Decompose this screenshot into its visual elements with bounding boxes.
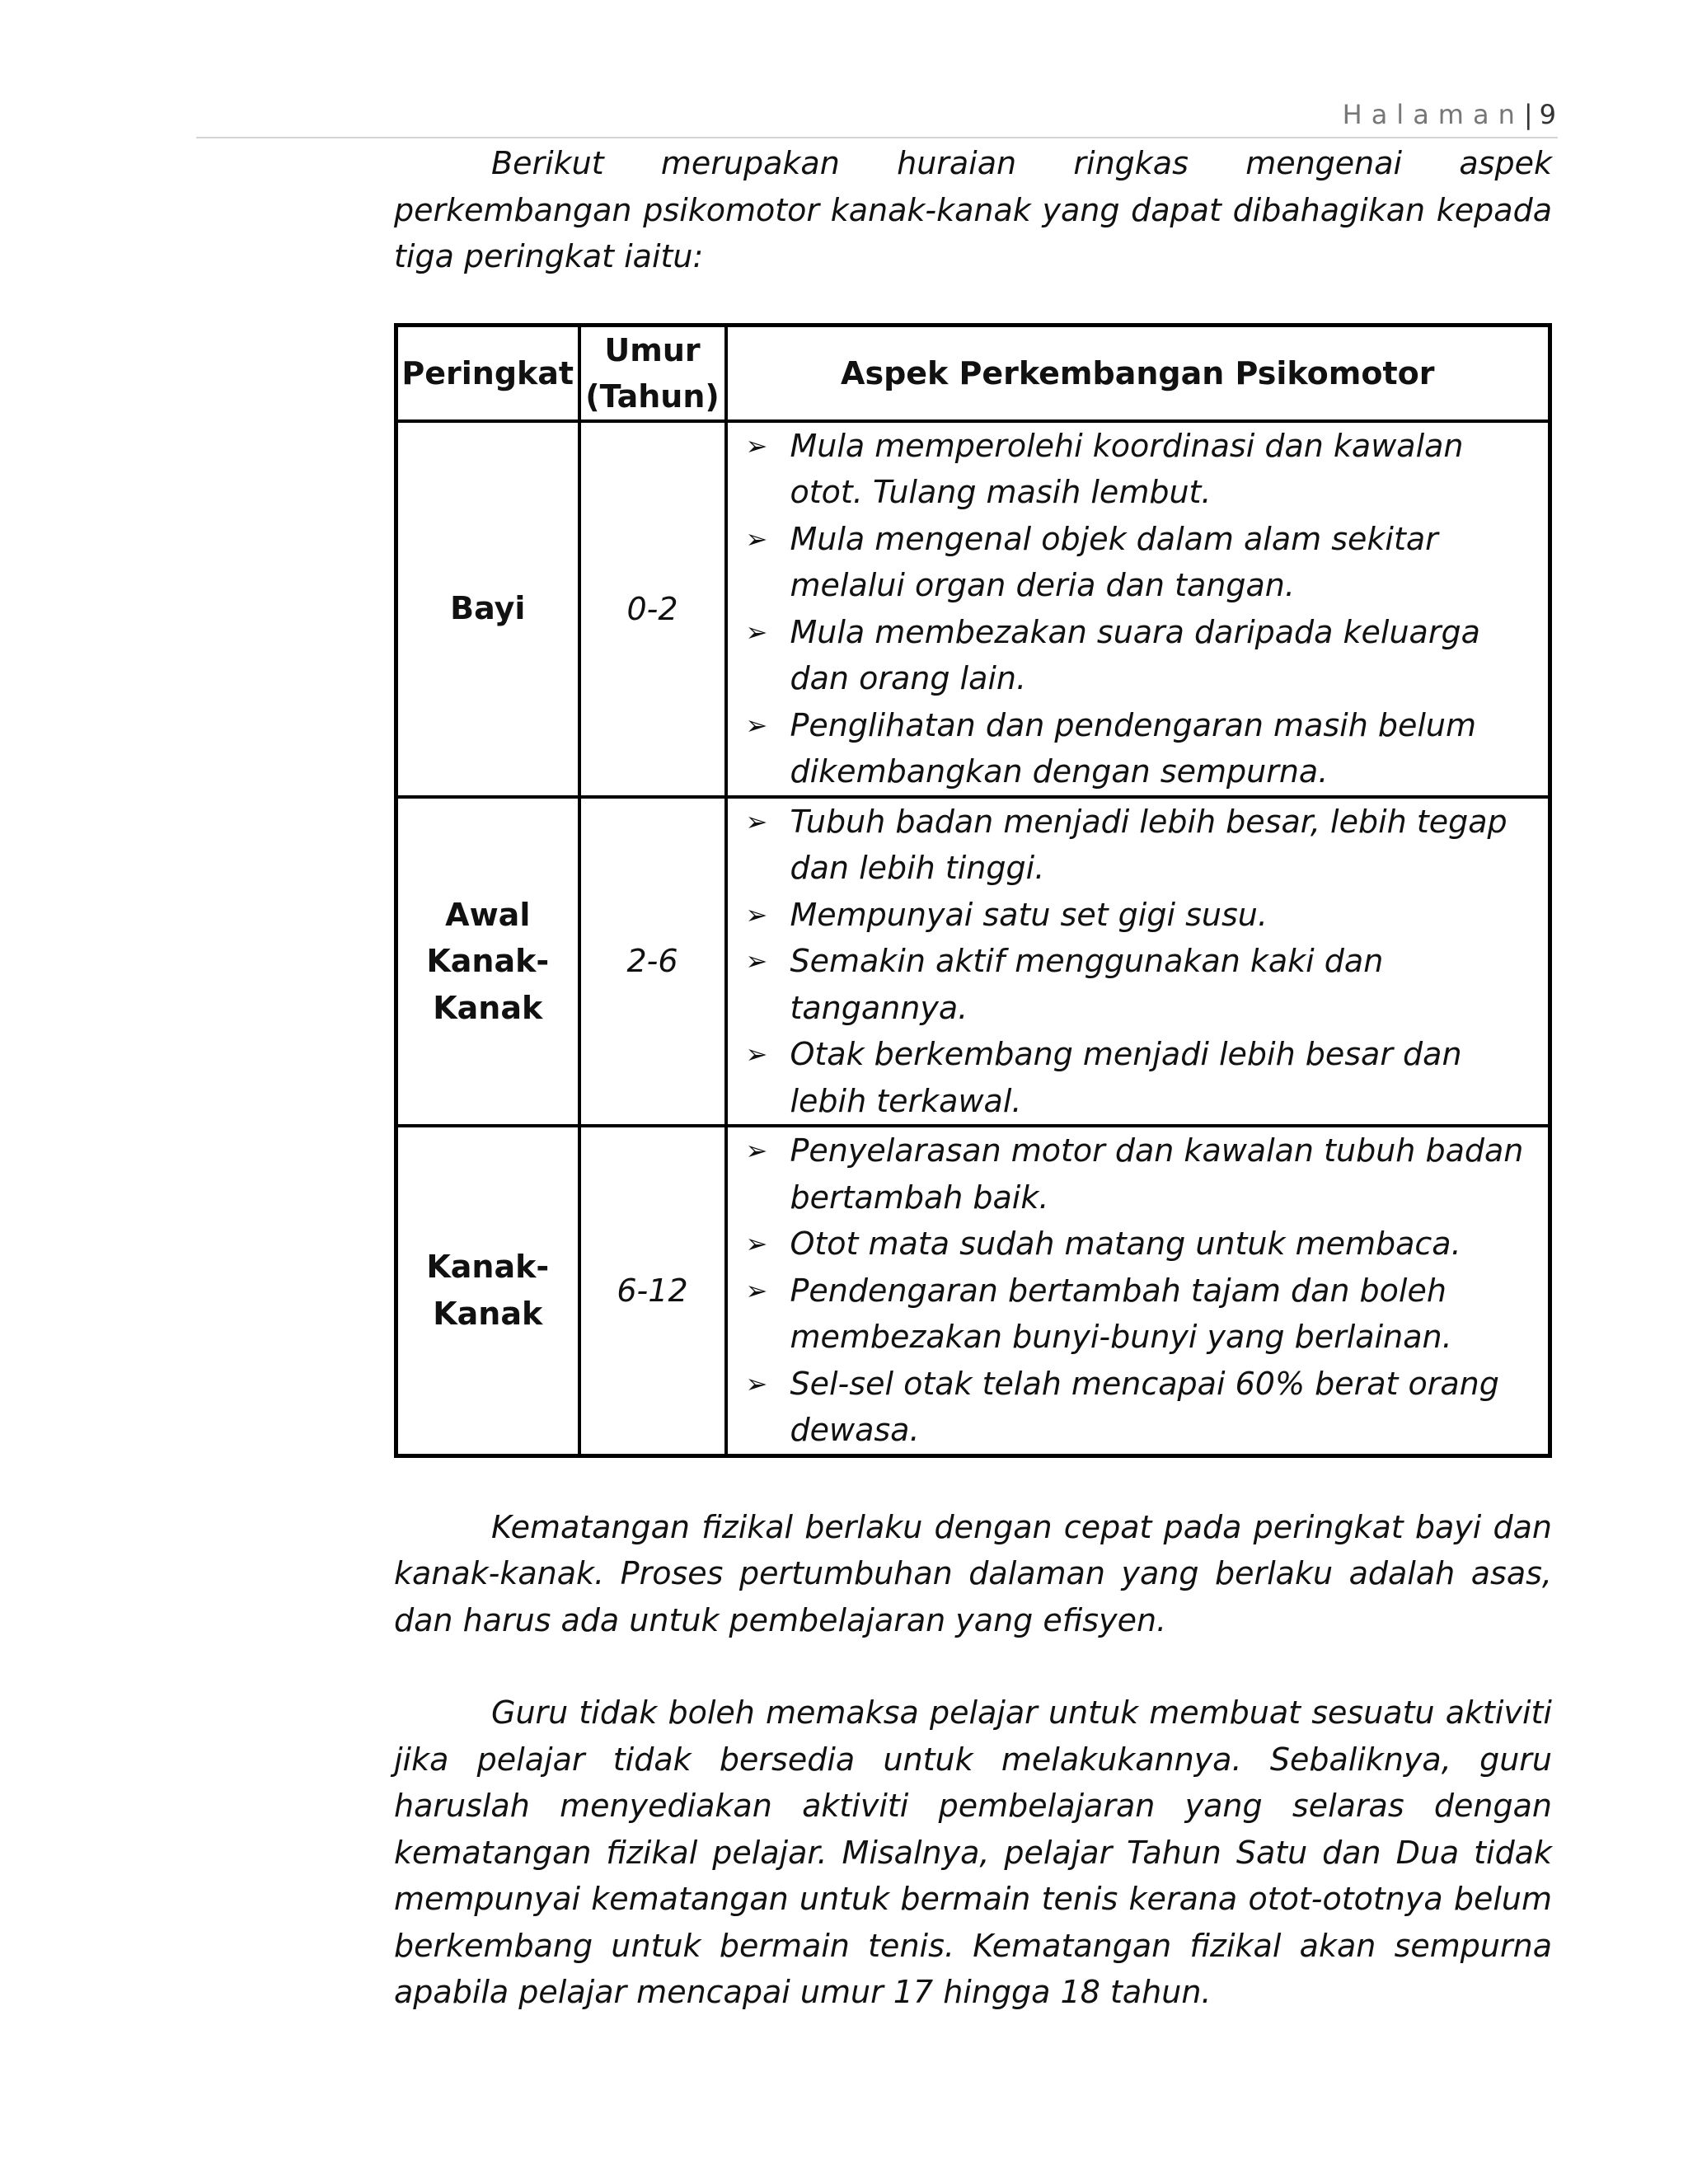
psychomotor-table — [394, 323, 1552, 1458]
arrow-bullet-icon: ➢ — [745, 709, 768, 741]
aspect-text: Otak berkembang menjadi lebih besar dan lebih terkawal. — [790, 1036, 1462, 1119]
header-age — [579, 325, 726, 421]
aspect-text: Otot mata sudah matang untuk membaca. — [790, 1226, 1461, 1262]
header-age-line2: (Tahun) — [585, 377, 720, 415]
aspect-text: Penyelarasan motor dan kawalan tubuh badan bertambah baik. — [790, 1132, 1524, 1216]
list-item — [738, 799, 1542, 892]
arrow-bullet-icon: ➢ — [745, 898, 768, 930]
list-item — [738, 1268, 1542, 1361]
age-cell: 2-6 — [579, 797, 726, 1127]
arrow-bullet-icon: ➢ — [745, 1038, 768, 1070]
list-item — [738, 1221, 1542, 1268]
intro-paragraph: Berikut merupakan huraian ringkas mengenai aspek perkembangan psikomotor kanak-kanak yang dapat dibahagikan kepada tiga peringkat iaitu: — [394, 145, 1552, 274]
list-item — [738, 609, 1542, 702]
aspect-text: Mula membezakan suara daripada keluarga dan orang lain. — [790, 613, 1480, 696]
list-item — [738, 938, 1542, 1031]
arrow-bullet-icon: ➢ — [745, 616, 768, 648]
list-item — [738, 1127, 1542, 1221]
aspects-list — [728, 1127, 1549, 1454]
aspect-text: Semakin aktif menggunakan kaki dan tangannya. — [790, 943, 1384, 1026]
list-item — [738, 1361, 1542, 1454]
page-content — [394, 140, 1552, 2016]
aspect-text: Mempunyai satu set gigi susu. — [790, 896, 1268, 933]
aspect-text: Mula memperolehi koordinasi dan kawalan otot. Tulang masih lembut. — [790, 427, 1464, 510]
table-row — [396, 421, 1550, 797]
table-row — [396, 797, 1550, 1127]
body-text — [394, 1504, 1552, 2016]
arrow-bullet-icon: ➢ — [745, 1135, 768, 1166]
table-header-row — [396, 325, 1550, 421]
aspect-text: Penglihatan dan pendengaran masih belum dikembangkan dengan sempurna. — [790, 706, 1477, 790]
paragraph-teacher: Guru tidak boleh memaksa pelajar untuk membuat sesuatu aktiviti jika pelajar tidak bersedia untuk melakukannya. Sebaliknya, guru haruslah menyediakan aktiviti pembelajaran yang selaras dengan kematangan fizikal pelajar. Misalnya, pelajar Tahun Satu dan Dua tidak mempunyai kematangan untuk bermain tenis kerana otot-ototnya belum berkembang untuk bermain tenis. Kematangan fizikal akan sempurna apabila pelajar mencapai umur 17 hingga 18 tahun. — [394, 1694, 1552, 2010]
arrow-bullet-icon: ➢ — [745, 523, 768, 555]
aspect-text: Tubuh badan menjadi lebih besar, lebih tegap dan lebih tinggi. — [790, 803, 1507, 886]
aspects-cell — [726, 421, 1550, 797]
list-item — [738, 892, 1542, 939]
arrow-bullet-icon: ➢ — [745, 805, 768, 837]
arrow-bullet-icon: ➢ — [745, 429, 768, 462]
stage-line: Kanak — [433, 1295, 543, 1332]
header-rule — [196, 137, 1558, 138]
header-stage: Peringkat — [396, 325, 579, 421]
aspect-text: Pendengaran bertambah tajam dan boleh membezakan bunyi-bunyi yang berlainan. — [790, 1272, 1452, 1355]
aspect-text: Sel-sel otak telah mencapai 60% berat orang dewasa. — [790, 1365, 1499, 1448]
aspects-list — [728, 423, 1549, 795]
paragraph-maturity: Kematangan fizikal berlaku dengan cepat pada peringkat bayi dan kanak-kanak. Proses pertumbuhan dalaman yang berlaku adalah asas, dan harus ada untuk pembelajaran yang efisyen. — [394, 1508, 1552, 1638]
stage-cell — [396, 421, 579, 797]
aspects-list — [728, 799, 1549, 1125]
header-label: Halaman — [1342, 99, 1524, 130]
page-header — [1343, 99, 1556, 130]
page-number: 9 — [1539, 99, 1556, 130]
arrow-bullet-icon: ➢ — [745, 1274, 768, 1306]
header-separator: | — [1523, 99, 1533, 130]
aspects-cell — [726, 797, 1550, 1127]
aspects-cell — [726, 1126, 1550, 1455]
stage-line: Bayi — [450, 590, 526, 627]
stage-line: Kanak — [433, 989, 543, 1026]
stage-line: Kanak- — [426, 1249, 550, 1286]
aspect-text: Mula mengenal objek dalam alam sekitar melalui organ deria dan tangan. — [790, 520, 1438, 603]
header-age-line1: Umur — [604, 331, 701, 368]
arrow-bullet-icon: ➢ — [745, 1367, 768, 1399]
list-item — [738, 516, 1542, 609]
stage-line: Awal — [445, 896, 531, 933]
arrow-bullet-icon: ➢ — [745, 1228, 768, 1259]
list-item — [738, 1031, 1542, 1124]
stage-cell — [396, 797, 579, 1127]
arrow-bullet-icon: ➢ — [745, 945, 768, 977]
age-cell: 0-2 — [579, 421, 726, 797]
list-item — [738, 423, 1542, 516]
table-row — [396, 1126, 1550, 1455]
stage-line: Kanak- — [426, 943, 550, 979]
header-aspects: Aspek Perkembangan Psikomotor — [726, 325, 1550, 421]
list-item — [738, 702, 1542, 795]
stage-cell — [396, 1126, 579, 1455]
age-cell: 6-12 — [579, 1126, 726, 1455]
